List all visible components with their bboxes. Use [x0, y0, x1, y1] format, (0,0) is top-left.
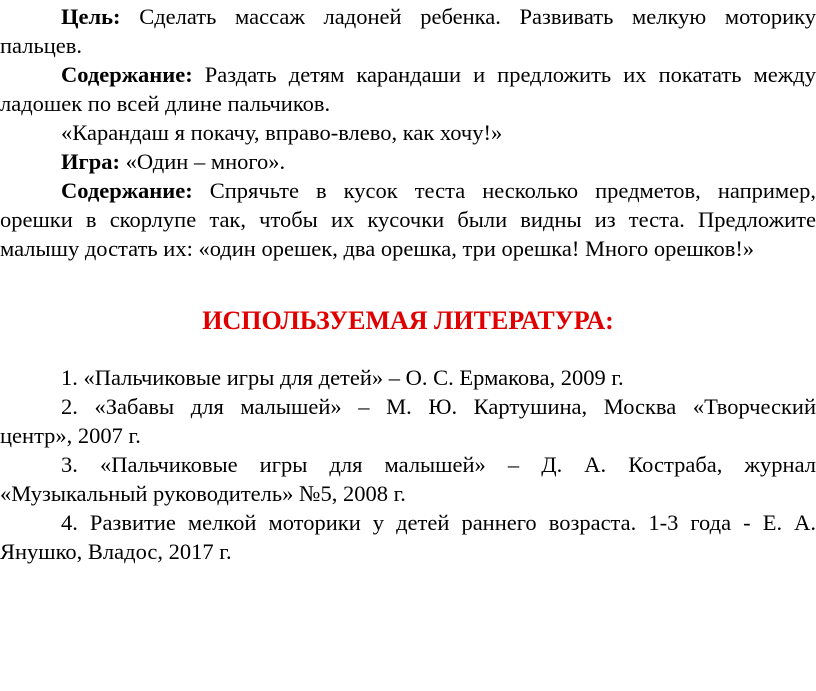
game-text: «Один – много».: [119, 149, 286, 174]
game-line: [0, 147, 816, 176]
goal-label: Цель:: [61, 4, 121, 29]
content2-line-1: [0, 176, 816, 205]
literature-item-1: 1. «Пальчиковые игры для детей» – О. С. Ермакова, 2009 г.: [61, 365, 624, 390]
content1-line-2: ладошек по всей длине пальчиков.: [0, 91, 331, 116]
literature-item-3-line-2: «Музыкальный руководитель» №5, 2008 г.: [0, 481, 406, 506]
content2-text-1: Спрячьте в кусок теста несколько предметов, например,: [192, 178, 816, 203]
content1-line-1: [0, 60, 816, 89]
literature-item-4-line-1: 4. Развитие мелкой моторики у детей раннего возраста. 1-3 года - Е. А.: [61, 510, 816, 535]
content1-text-1: Раздать детям карандаши и предложить их покатать между: [192, 62, 816, 87]
content2-label: Содержание:: [61, 178, 193, 203]
literature-item-2-line-2: центр», 2007 г.: [0, 423, 141, 448]
goal-text-1: Сделать массаж ладоней ребенка. Развивать мелкую моторику: [120, 4, 816, 29]
literature-item-3-line-1: 3. «Пальчиковые игры для малышей» – Д. А. Костраба, журнал: [61, 452, 816, 477]
content2-line-2: орешки в скорлупе так, чтобы их кусочки были видны из теста. Предложите: [0, 207, 816, 232]
literature-item-4-line-2: Янушко, Владос, 2017 г.: [0, 539, 232, 564]
game-label: Игра:: [61, 149, 120, 174]
rhyme-line: «Карандаш я покачу, вправо-влево, как хочу!»: [61, 120, 503, 145]
content2-line-3: малышу достать их: «один орешек, два орешка, три орешка! Много орешков!»: [0, 236, 755, 261]
literature-heading: ИСПОЛЬЗУЕМАЯ ЛИТЕРАТУРА:: [202, 306, 614, 335]
content1-label: Содержание:: [61, 62, 193, 87]
goal-line-2: пальцев.: [0, 33, 82, 58]
literature-item-2-line-1: 2. «Забавы для малышей» – М. Ю. Картушина, Москва «Творческий: [61, 394, 816, 419]
goal-line-1: [0, 2, 816, 31]
